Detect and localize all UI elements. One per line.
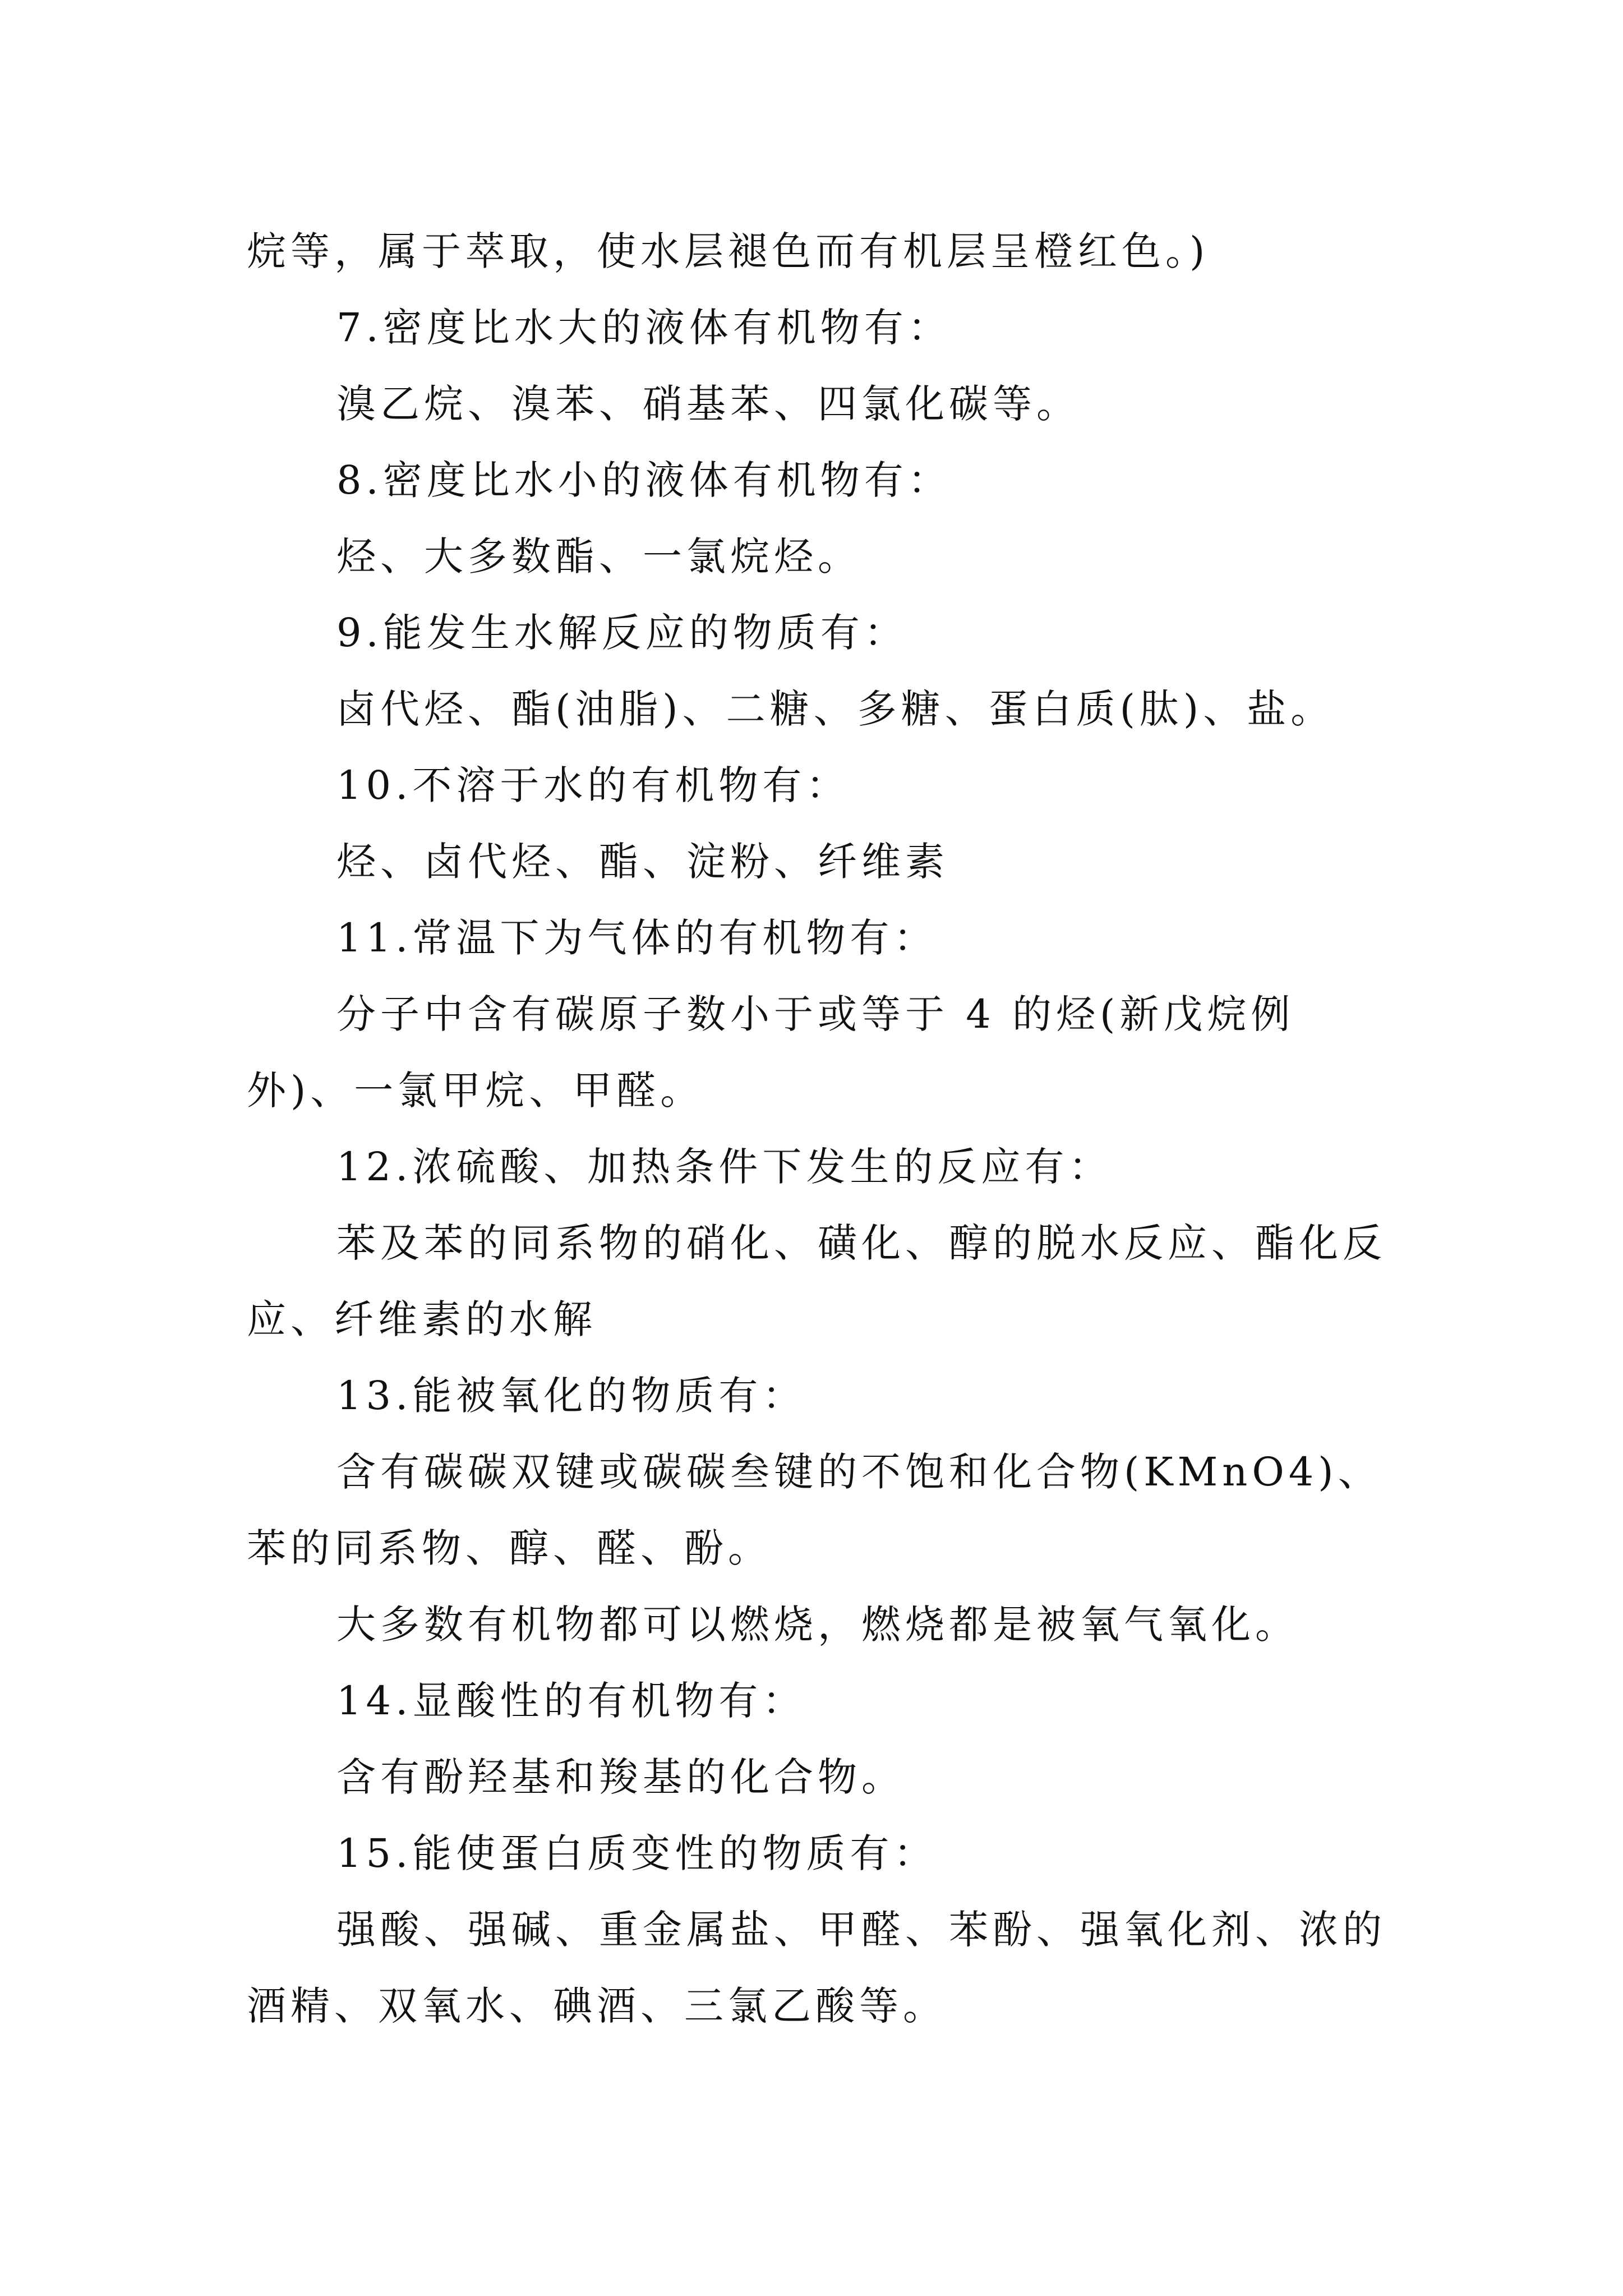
item-11-content: 分子中含有碳原子数小于或等于 4 的烃(新戊烷例外)、一氯甲烷、甲醛。 [247,991,1295,1114]
paragraph-continuation: 烷等，属于萃取，使水层褪色而有机层呈橙红色。) [247,228,1210,274]
item-14-content: 含有酚羟基和羧基的化合物。 [336,1754,905,1800]
item-14-heading: 14.显酸性的有机物有： [336,1678,806,1724]
item-9-content: 卤代烃、酯(油脂)、二糖、多糖、蛋白质(肽)、盐。 [336,686,1335,732]
item-13-heading: 13.能被氧化的物质有： [336,1373,806,1419]
document-body [247,213,1396,2044]
item-7-heading: 7.密度比水大的液体有机物有： [336,305,952,351]
item-13-note: 大多数有机物都可以燃烧，燃烧都是被氧气氧化。 [336,1602,1299,1648]
item-8-content: 烃、大多数酯、一氯烷烃。 [336,533,861,579]
item-9-heading: 9.能发生水解反应的物质有： [336,610,908,656]
item-7-content: 溴乙烷、溴苯、硝基苯、四氯化碳等。 [336,381,1080,427]
item-15-content: 强酸、强碱、重金属盐、甲醛、苯酚、强氧化剂、浓的酒精、双氧水、碘酒、三氯乙酸等。 [247,1907,1386,2029]
item-10-content: 烃、卤代烃、酯、淀粉、纤维素 [336,839,949,885]
item-8-heading: 8.密度比水小的液体有机物有： [336,457,952,503]
item-12-heading: 12.浓硫酸、加热条件下发生的反应有： [336,1144,1113,1190]
item-11-heading: 11.常温下为气体的有机物有： [336,915,938,961]
item-13-content: 含有碳碳双键或碳碳叁键的不饱和化合物(KMnO4)、苯的同系物、醇、醛、酚。 [247,1449,1382,1571]
item-10-heading: 10.不溶于水的有机物有： [336,762,850,808]
item-15-heading: 15.能使蛋白质变性的物质有： [336,1830,938,1876]
item-12-content: 苯及苯的同系物的硝化、磺化、醇的脱水反应、酯化反应、纤维素的水解 [247,1220,1386,1342]
